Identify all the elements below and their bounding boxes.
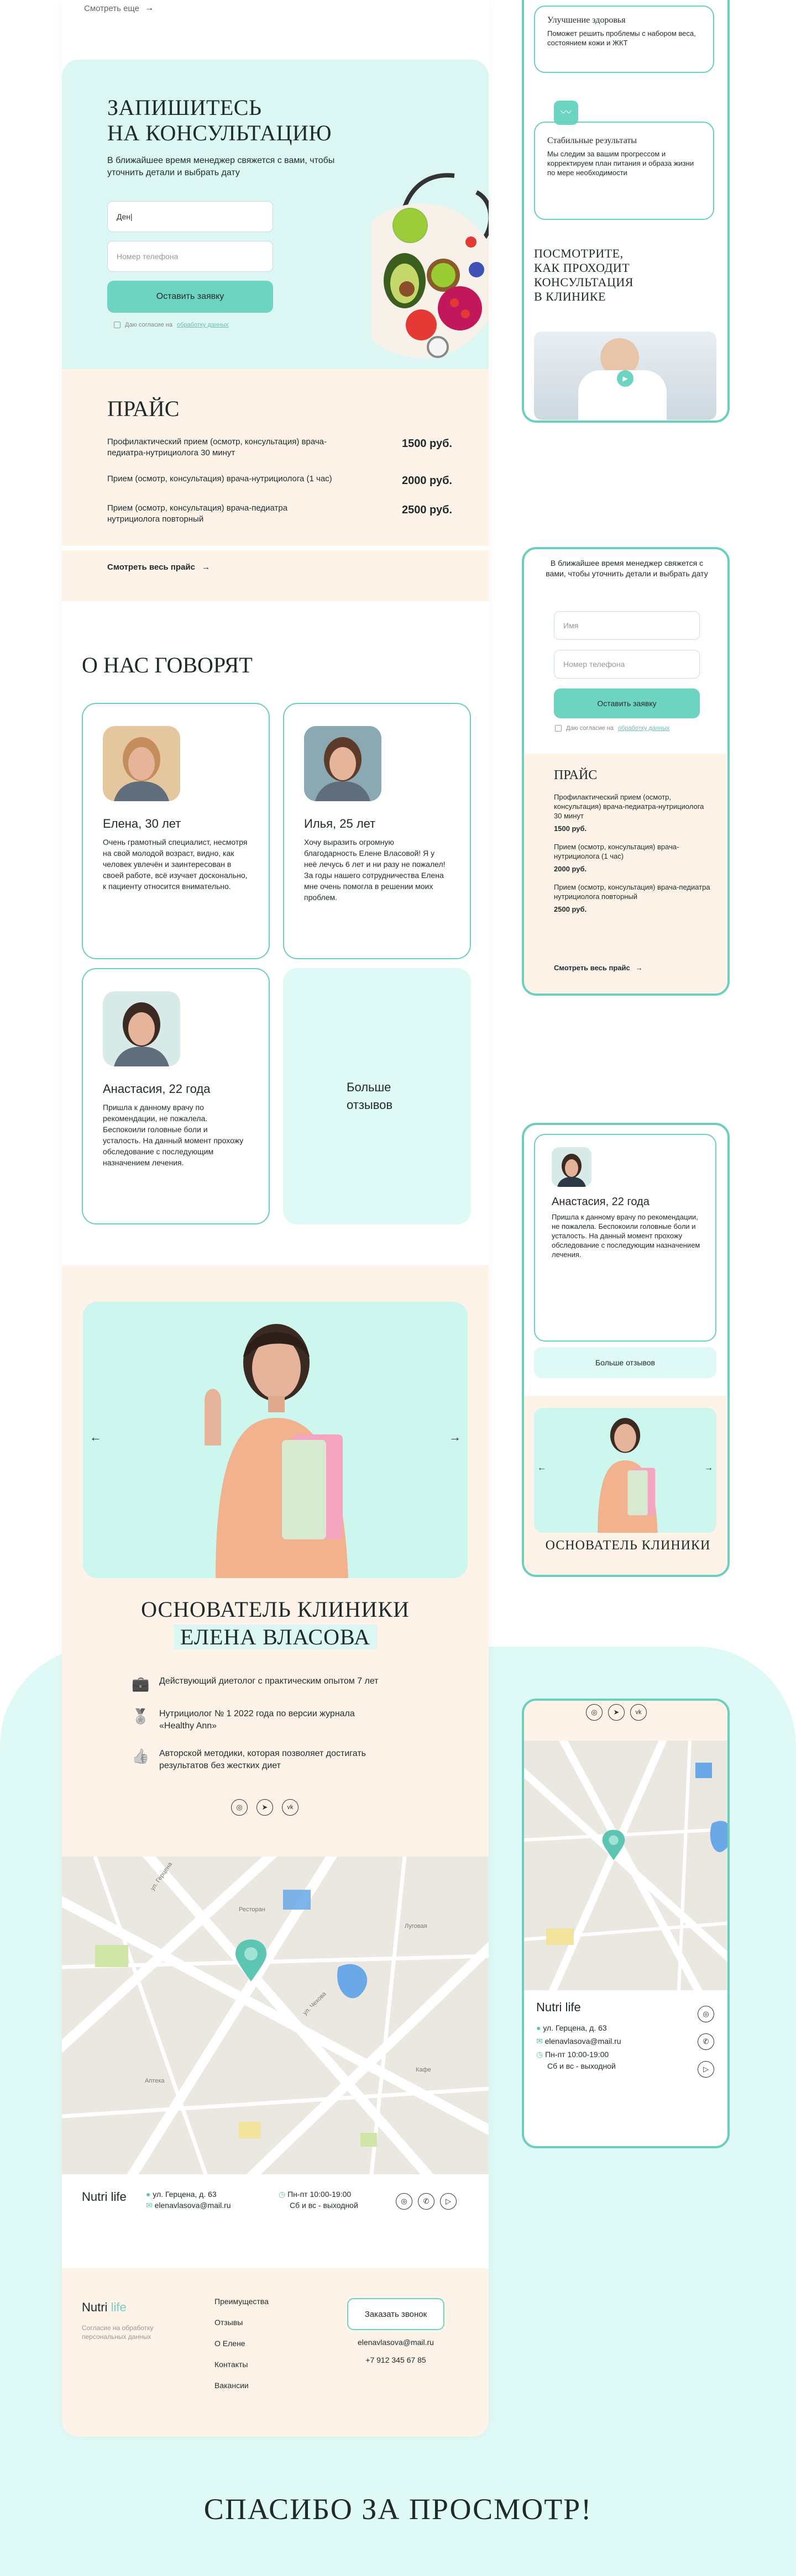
- map-label: Луговая: [405, 1923, 427, 1930]
- youtube-icon[interactable]: ▷: [440, 2193, 457, 2210]
- price-row: [554, 882, 711, 914]
- benefit-title: Улучшение здоровья: [547, 15, 626, 25]
- map-streets: [524, 1741, 730, 1990]
- name-input[interactable]: Имя: [554, 611, 700, 640]
- price-title: ПРАЙС: [554, 768, 598, 782]
- footer-logo: Nutri life: [82, 2300, 127, 2314]
- play-icon[interactable]: ▶: [617, 370, 633, 387]
- instagram-icon[interactable]: ◎: [586, 1704, 603, 1721]
- reviewer-avatar: [103, 726, 180, 801]
- founder-title: ОСНОВАТЕЛЬ КЛИНИКИ ЕЛЕНА ВЛАСОВА: [141, 1597, 410, 1649]
- footer-email[interactable]: elenavlasova@mail.ru: [358, 2338, 434, 2347]
- founder-photo-card: [534, 1408, 716, 1533]
- footer-phone[interactable]: +7 912 345 67 85: [365, 2356, 426, 2364]
- review-text: Хочу выразить огромную благодарность Елене Власовой! Я у неё лечусь 6 лет и ни разу не пожалел! За годы нашего сотрудничества Елена мне очень помогла в решении моих проблем.: [304, 838, 446, 902]
- founder-social-links: [231, 1799, 298, 1816]
- footer-consent-link[interactable]: Согласие на обработку персональных данных: [82, 2324, 154, 2341]
- clock-icon: ◷: [279, 2190, 286, 2199]
- slider-prev-arrow[interactable]: ←: [537, 1463, 546, 1473]
- section-divider: [62, 546, 489, 550]
- food-stethoscope-illustration: [371, 159, 489, 402]
- youtube-icon[interactable]: ▷: [698, 2061, 714, 2078]
- footer-nav-link[interactable]: Отзывы: [214, 2318, 243, 2327]
- footer-nav-link[interactable]: О Елене: [214, 2339, 245, 2348]
- vk-icon[interactable]: vk: [630, 1704, 647, 1721]
- social-links: [586, 1704, 647, 1721]
- price-row: [554, 842, 711, 874]
- founder-fact-text: Действующий диетолог с практическим опытом 7 лет: [159, 1676, 379, 1686]
- see-all-price-label: Смотреть весь прайс: [107, 562, 195, 572]
- founder-section: [62, 1265, 489, 1857]
- footer-nav: [214, 2297, 269, 2402]
- name-input[interactable]: Ден|: [107, 201, 273, 232]
- price-item-name: Прием (осмотр, консультация) врача-нутрициолога (1 час): [107, 474, 332, 483]
- reviewer-name: Анастасия, 22 года: [103, 1082, 211, 1096]
- consult-subtitle: В ближайшее время менеджер свяжется с вами, чтобы уточнить детали и выбрать дату: [107, 156, 335, 177]
- phone-input[interactable]: Номер телефона: [107, 241, 273, 272]
- award-icon: 🏅: [132, 1708, 150, 1725]
- instagram-icon[interactable]: ◎: [396, 2193, 412, 2210]
- reviewer-avatar: [103, 991, 180, 1066]
- checkbox-icon: [555, 725, 562, 732]
- review-card: [82, 968, 270, 1224]
- price-item-value: 1500 руб.: [554, 824, 587, 833]
- price-title: ПРАЙС: [107, 396, 180, 421]
- consent-link[interactable]: обработку данных: [617, 725, 670, 732]
- consent-text: Даю согласие на: [566, 725, 614, 732]
- price-item-value: 2500 руб.: [554, 905, 587, 913]
- price-row: [107, 503, 452, 525]
- price-item-name: Прием (осмотр, консультация) врача-нутрициолога (1 час): [554, 843, 679, 860]
- review-text: Пришла к данному врачу по рекомендации, не пожалела. Беспокоили головные боли и усталость. На данный момент прохожу обследование с последующим назначением лечения.: [103, 1103, 244, 1167]
- submit-button[interactable]: Оставить заявку: [107, 281, 273, 313]
- consult-subtitle: В ближайшее время менеджер свяжется с вами, чтобы уточнить детали и выбрать дату: [546, 559, 708, 578]
- instagram-icon[interactable]: ◎: [231, 1799, 248, 1816]
- see-all-price-link[interactable]: [107, 562, 210, 572]
- mobile-mockup-1: [522, 0, 730, 423]
- review-text: Пришла к данному врачу по рекомендации, не пожалела. Беспокоили головные боли и усталость. На данный момент прохожу обследование с последующим назначением лечения.: [552, 1213, 700, 1259]
- thanks-heading: СПАСИБО ЗА ПРОСМОТР!: [203, 2493, 593, 2526]
- whatsapp-icon[interactable]: ✆: [418, 2193, 434, 2210]
- mail-icon: ✉: [536, 2037, 543, 2046]
- slider-next-arrow[interactable]: →: [449, 1430, 461, 1444]
- price-row: [554, 792, 711, 833]
- brand-logo: Nutri life: [536, 2000, 581, 2014]
- slider-next-arrow[interactable]: →: [704, 1463, 713, 1473]
- reviewer-name: Анастасия, 22 года: [552, 1196, 650, 1208]
- thumbs-up-icon: 👍: [132, 1748, 150, 1764]
- location-icon: ●: [146, 2190, 151, 2199]
- benefit-text: Мы следим за вашим прогрессом и корректируем план питания и образа жизни по мере необходимости: [547, 150, 694, 177]
- price-item-value: 2500 руб.: [401, 503, 452, 516]
- founder-title: ОСНОВАТЕЛЬ КЛИНИКИ: [545, 1538, 711, 1553]
- review-text: Очень грамотный специалист, несмотря на свой молодой возраст, видно, как человек увлечён и заинтересован в своей работе, всё изучает досконально, к пациенту относится внимательно.: [103, 838, 248, 891]
- reviewer-name: Елена, 30 лет: [103, 817, 181, 830]
- map[interactable]: [524, 1741, 730, 1990]
- brand-logo: Nutri life: [82, 2190, 127, 2204]
- contacts-bar: [62, 2174, 489, 2268]
- reviewer-name: Илья, 25 лет: [304, 817, 376, 830]
- benefit-title: Стабильные результаты: [547, 136, 637, 145]
- contact-address-email: ● ул. Герцена, д. 63 ✉ elenavlasova@mail.ru: [146, 2190, 231, 2210]
- arrow-right-icon: →: [635, 964, 643, 972]
- whatsapp-icon[interactable]: ✆: [698, 2033, 714, 2050]
- price-item-value: 2000 руб.: [554, 865, 587, 873]
- map-label: Аптека: [145, 2078, 165, 2084]
- consultation-video[interactable]: [534, 332, 716, 420]
- price-item-value: 1500 руб.: [401, 438, 452, 450]
- price-item-name: Прием (осмотр, консультация) врача-педиатра нутрициолога повторный: [554, 883, 710, 901]
- more-reviews-button[interactable]: [283, 968, 471, 1224]
- see-more-link[interactable]: [84, 3, 154, 13]
- benefit-card-results: [534, 122, 714, 220]
- reviews-section: [62, 608, 489, 1265]
- vk-icon[interactable]: vk: [282, 1799, 298, 1816]
- founder-photo: [160, 1302, 392, 1578]
- price-item-name: Прием (осмотр, консультация) врача-педиатра нутрициолога повторный: [107, 503, 288, 524]
- price-section: [524, 754, 730, 996]
- map-label: ул. Чехова: [301, 1990, 328, 2017]
- reviewer-avatar: [552, 1147, 591, 1187]
- phone-input[interactable]: Номер телефона: [554, 650, 700, 679]
- price-item-name: Профилактический прием (осмотр, консультация) врача-педиатра-нутрициолога 30 минут: [554, 793, 704, 820]
- social-links-top: [524, 1701, 730, 1741]
- consent-link[interactable]: обработку данных: [176, 322, 229, 328]
- footer-nav-link[interactable]: Контакты: [214, 2360, 248, 2369]
- reviews-title: О НАС ГОВОРЯТ: [82, 653, 253, 677]
- mobile-mockup-3: [522, 1123, 730, 1577]
- location-icon: ●: [536, 2023, 541, 2032]
- contacts-social-links: [396, 2193, 457, 2210]
- footer-nav-link[interactable]: Вакансии: [214, 2381, 249, 2390]
- price-row: [107, 474, 452, 488]
- mail-icon: ✉: [146, 2201, 153, 2210]
- video-section-title: ПОСМОТРИТЕ, КАК ПРОХОДИТ КОНСУЛЬТАЦИЯ В КЛИНИКЕ: [534, 246, 633, 303]
- review-card: [82, 703, 270, 959]
- more-reviews-button[interactable]: Больше отзывов: [534, 1347, 716, 1378]
- price-item-name: Профилактический прием (осмотр, консультация) врача-педиатра-нутрициолога 30 минут: [107, 437, 327, 458]
- telegram-icon[interactable]: ➤: [608, 1704, 625, 1721]
- social-links-vertical: [698, 2006, 714, 2078]
- desktop-mockup: [62, 0, 489, 2437]
- pulse-icon: 〰: [554, 101, 578, 125]
- map-label: Ресторан: [239, 1906, 265, 1913]
- contact-info: ● ул. Герцена, д. 63 ✉ elenavlasova@mail.ru ◷ Пн-пт 10:00-19:00 Сб и вс - выходной: [536, 2023, 621, 2070]
- map[interactable]: [62, 1857, 489, 2174]
- see-all-price-link[interactable]: Смотреть весь прайс →: [554, 964, 643, 972]
- consult-section: [62, 60, 489, 369]
- benefit-text: Поможет решить проблемы с набором веса, состоянием кожи и ЖКТ: [547, 29, 696, 47]
- review-card: [283, 703, 471, 959]
- briefcase-icon: 💼: [132, 1675, 150, 1692]
- founder-facts: [132, 1675, 419, 1788]
- mobile-mockup-4: [522, 1699, 730, 2148]
- mobile-mockup-2: [522, 547, 730, 996]
- price-section: [62, 369, 489, 601]
- submit-button[interactable]: Оставить заявку: [554, 688, 700, 718]
- map-label: Кафе: [416, 2067, 431, 2073]
- arrow-right-icon: →: [201, 562, 210, 572]
- slider-prev-arrow[interactable]: ←: [90, 1430, 102, 1444]
- map-streets: [62, 1857, 489, 2174]
- consent-text: Даю согласие на: [125, 322, 172, 328]
- consult-title: ЗАПИШИТЕСЬ НА КОНСУЛЬТАЦИЮ: [107, 95, 332, 145]
- consent-checkbox[interactable]: [555, 725, 669, 732]
- price-list: [554, 792, 711, 923]
- call-request-button[interactable]: Заказать звонок: [347, 2298, 444, 2330]
- price-row: [107, 437, 452, 459]
- instagram-icon[interactable]: ◎: [698, 2006, 714, 2022]
- founder-section: [524, 1396, 730, 1577]
- map-pin-icon: [601, 1829, 626, 1861]
- telegram-icon[interactable]: ➤: [256, 1799, 273, 1816]
- founder-fact: [132, 1708, 419, 1732]
- founder-fact-text: Авторской методики, которая позволяет достигать результатов без жестких диет: [159, 1749, 366, 1770]
- founder-photo: [570, 1408, 680, 1533]
- price-list: [107, 437, 452, 539]
- footer: [62, 2268, 489, 2437]
- checkbox-icon: [114, 322, 121, 328]
- founder-fact: [132, 1748, 419, 1772]
- founder-photo-card: [83, 1302, 468, 1578]
- map-label: ул. Герцена: [149, 1861, 174, 1892]
- founder-fact: [132, 1675, 419, 1692]
- footer-nav-link[interactable]: Преимущества: [214, 2297, 269, 2306]
- more-reviews-label: Больше отзывов: [347, 1080, 393, 1112]
- see-more-label: Смотреть еще: [84, 3, 139, 13]
- price-item-value: 2000 руб.: [401, 474, 452, 487]
- benefit-card-health: [534, 6, 714, 73]
- contact-hours: ◷ Пн-пт 10:00-19:00 Сб и вс - выходной: [279, 2190, 358, 2210]
- review-card: [534, 1134, 716, 1342]
- founder-fact-text: Нутрициолог № 1 2022 года по версии журнала «Healthy Ann»: [159, 1709, 355, 1731]
- consent-checkbox[interactable]: [114, 322, 228, 328]
- arrow-right-icon: →: [144, 3, 154, 13]
- reviewer-avatar: [304, 726, 381, 801]
- clock-icon: ◷: [536, 2050, 543, 2059]
- map-pin-icon: [234, 1938, 268, 1983]
